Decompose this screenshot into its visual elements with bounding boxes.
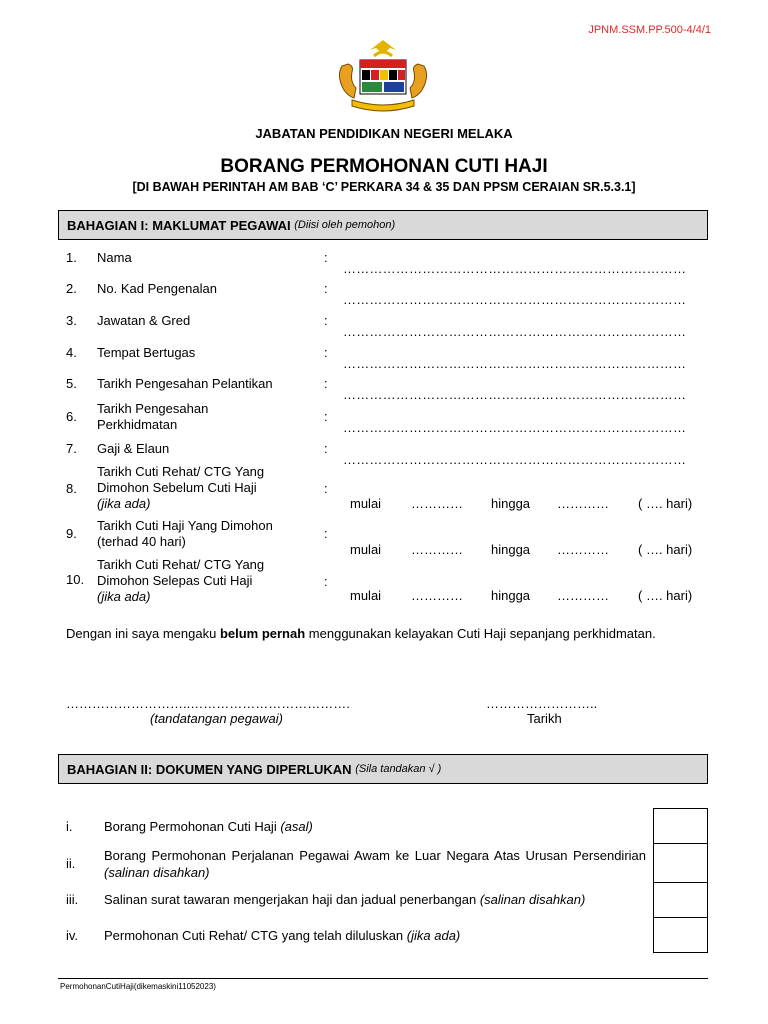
label-line: Tarikh Cuti Rehat/ CTG Yang: [97, 464, 265, 479]
document-checkbox[interactable]: [653, 917, 708, 953]
field-number: 3.: [66, 313, 77, 328]
field-colon: :: [324, 574, 328, 589]
coat-of-arms-logo: [330, 36, 436, 114]
section-1-heading: [58, 210, 708, 240]
document-note: (salinan disahkan): [104, 865, 210, 880]
form-title: BORANG PERMOHONAN CUTI HAJI: [220, 156, 548, 177]
declaration-post: menggunakan kelayakan Cuti Haji sepanjang perkhidmatan.: [305, 626, 656, 641]
field-number: 10.: [66, 572, 85, 587]
field-input-line[interactable]: ……………………………………………………………………: [343, 292, 687, 307]
document-text: [104, 847, 646, 881]
field-colon: :: [324, 441, 328, 456]
label-line: (terhad 40 hari): [97, 534, 186, 549]
field-colon: :: [324, 313, 328, 328]
field-colon: :: [324, 409, 328, 424]
field-label: [97, 464, 317, 512]
section-1-note: (Diisi oleh pemohon): [294, 219, 396, 231]
declaration-bold: belum pernah: [219, 626, 306, 641]
field-label: Tempat Bertugas: [97, 345, 196, 360]
field-number: 4.: [66, 345, 77, 360]
label-line: Tarikh Cuti Haji Yang Dimohon: [97, 518, 273, 533]
field-label: Jawatan & Gred: [97, 313, 191, 328]
signature-label: (tandatangan pegawai): [150, 711, 283, 726]
mulai-label: mulai: [350, 496, 382, 511]
document-note: (jika ada): [406, 928, 461, 943]
section-2-note: (Sila tandakan √ ): [355, 763, 442, 775]
field-input-line[interactable]: ……………………………………………………………………: [343, 261, 687, 276]
end-date-line[interactable]: …………: [557, 588, 609, 603]
document-desc: Borang Permohonan Cuti Haji: [104, 819, 281, 834]
section-2-heading: [58, 754, 708, 784]
field-number: 9.: [66, 526, 77, 541]
field-number: 6.: [66, 409, 77, 424]
start-date-line[interactable]: …………: [411, 588, 463, 603]
days-count[interactable]: ( …. hari): [638, 588, 693, 603]
field-label: No. Kad Pengenalan: [97, 281, 217, 296]
field-label: Tarikh Pengesahan Perkhidmatan: [97, 401, 209, 432]
field-number: 1.: [66, 250, 77, 265]
end-date-line[interactable]: …………: [557, 496, 609, 511]
document-checkbox[interactable]: [653, 882, 708, 918]
document-note: (asal): [280, 819, 313, 834]
date-label: Tarikh: [527, 711, 562, 726]
label-line: Tarikh Cuti Rehat/ CTG Yang: [97, 557, 265, 572]
field-input-line[interactable]: ……………………………………………………………………: [343, 387, 687, 402]
footer-text: PermohonanCutiHaji(dikemaskini11052023): [60, 982, 216, 991]
mulai-label: mulai: [350, 588, 382, 603]
field-colon: :: [324, 281, 328, 296]
document-text: [104, 927, 646, 944]
label-line: Dimohon Sebelum Cuti Haji: [97, 480, 257, 495]
field-input-line[interactable]: ……………………………………………………………………: [343, 420, 687, 435]
document-checkbox[interactable]: [653, 843, 708, 883]
form-subtitle: [DI BAWAH PERINTAH AM BAB ‘C’ PERKARA 34 & 35 DAN PPSM CERAIAN SR.5.3.1]: [132, 180, 636, 194]
field-colon: :: [324, 345, 328, 360]
field-colon: :: [324, 526, 328, 541]
section-1-title: BAHAGIAN I: MAKLUMAT PEGAWAI: [67, 217, 291, 233]
field-label: Tarikh Pengesahan Pelantikan: [97, 376, 273, 391]
field-label: Nama: [97, 250, 132, 265]
section-2-title: BAHAGIAN II: DOKUMEN YANG DIPERLUKAN: [67, 761, 352, 777]
end-date-line[interactable]: …………: [557, 542, 609, 557]
field-colon: :: [324, 481, 328, 496]
hingga-label: hingga: [491, 588, 531, 603]
field-input-line[interactable]: ……………………………………………………………………: [343, 356, 687, 371]
document-number: ii.: [66, 856, 76, 871]
document-text: [104, 818, 646, 835]
label-line: Dimohon Selepas Cuti Haji: [97, 573, 253, 588]
hingga-label: hingga: [491, 542, 531, 557]
document-checkbox[interactable]: [653, 808, 708, 844]
field-label: [97, 557, 317, 605]
field-colon: :: [324, 250, 328, 265]
declaration-pre: Dengan ini saya mengaku: [66, 626, 220, 641]
hingga-label: hingga: [491, 496, 531, 511]
document-number: iii.: [66, 892, 79, 907]
reference-code: JPNM.SSM.PP.500-4/4/1: [588, 24, 711, 36]
days-count[interactable]: ( …. hari): [638, 496, 693, 511]
signature-line[interactable]: ………………………..……………………………….: [66, 696, 350, 711]
department-name: JABATAN PENDIDIKAN NEGERI MELAKA: [255, 126, 513, 141]
field-number: 8.: [66, 481, 77, 496]
mulai-label: mulai: [350, 542, 382, 557]
field-number: 2.: [66, 281, 77, 296]
document-desc: Borang Permohonan Perjalanan Pegawai Awam ke Luar Negara Atas Urusan Persendirian: [104, 848, 646, 863]
document-desc: Salinan surat tawaran mengerjakan haji dan jadual penerbangan: [104, 892, 480, 907]
label-note: (jika ada): [97, 589, 151, 604]
document-number: i.: [66, 819, 73, 834]
declaration-text: [66, 626, 656, 641]
days-count[interactable]: ( …. hari): [638, 542, 693, 557]
field-number: 5.: [66, 376, 77, 391]
field-number: 7.: [66, 441, 77, 456]
date-line[interactable]: ……………………..: [486, 696, 598, 711]
document-desc: Permohonan Cuti Rehat/ CTG yang telah diluluskan: [104, 928, 407, 943]
start-date-line[interactable]: …………: [411, 496, 463, 511]
field-input-line[interactable]: ……………………………………………………………………: [343, 452, 687, 467]
label-note: (jika ada): [97, 496, 151, 511]
footer-divider: [58, 978, 708, 979]
document-number: iv.: [66, 928, 79, 943]
field-label: [97, 518, 317, 550]
document-note: (salinan disahkan): [479, 892, 586, 907]
document-text: [104, 891, 646, 908]
field-label: Gaji & Elaun: [97, 441, 170, 456]
field-input-line[interactable]: ……………………………………………………………………: [343, 324, 687, 339]
field-colon: :: [324, 376, 328, 391]
start-date-line[interactable]: …………: [411, 542, 463, 557]
